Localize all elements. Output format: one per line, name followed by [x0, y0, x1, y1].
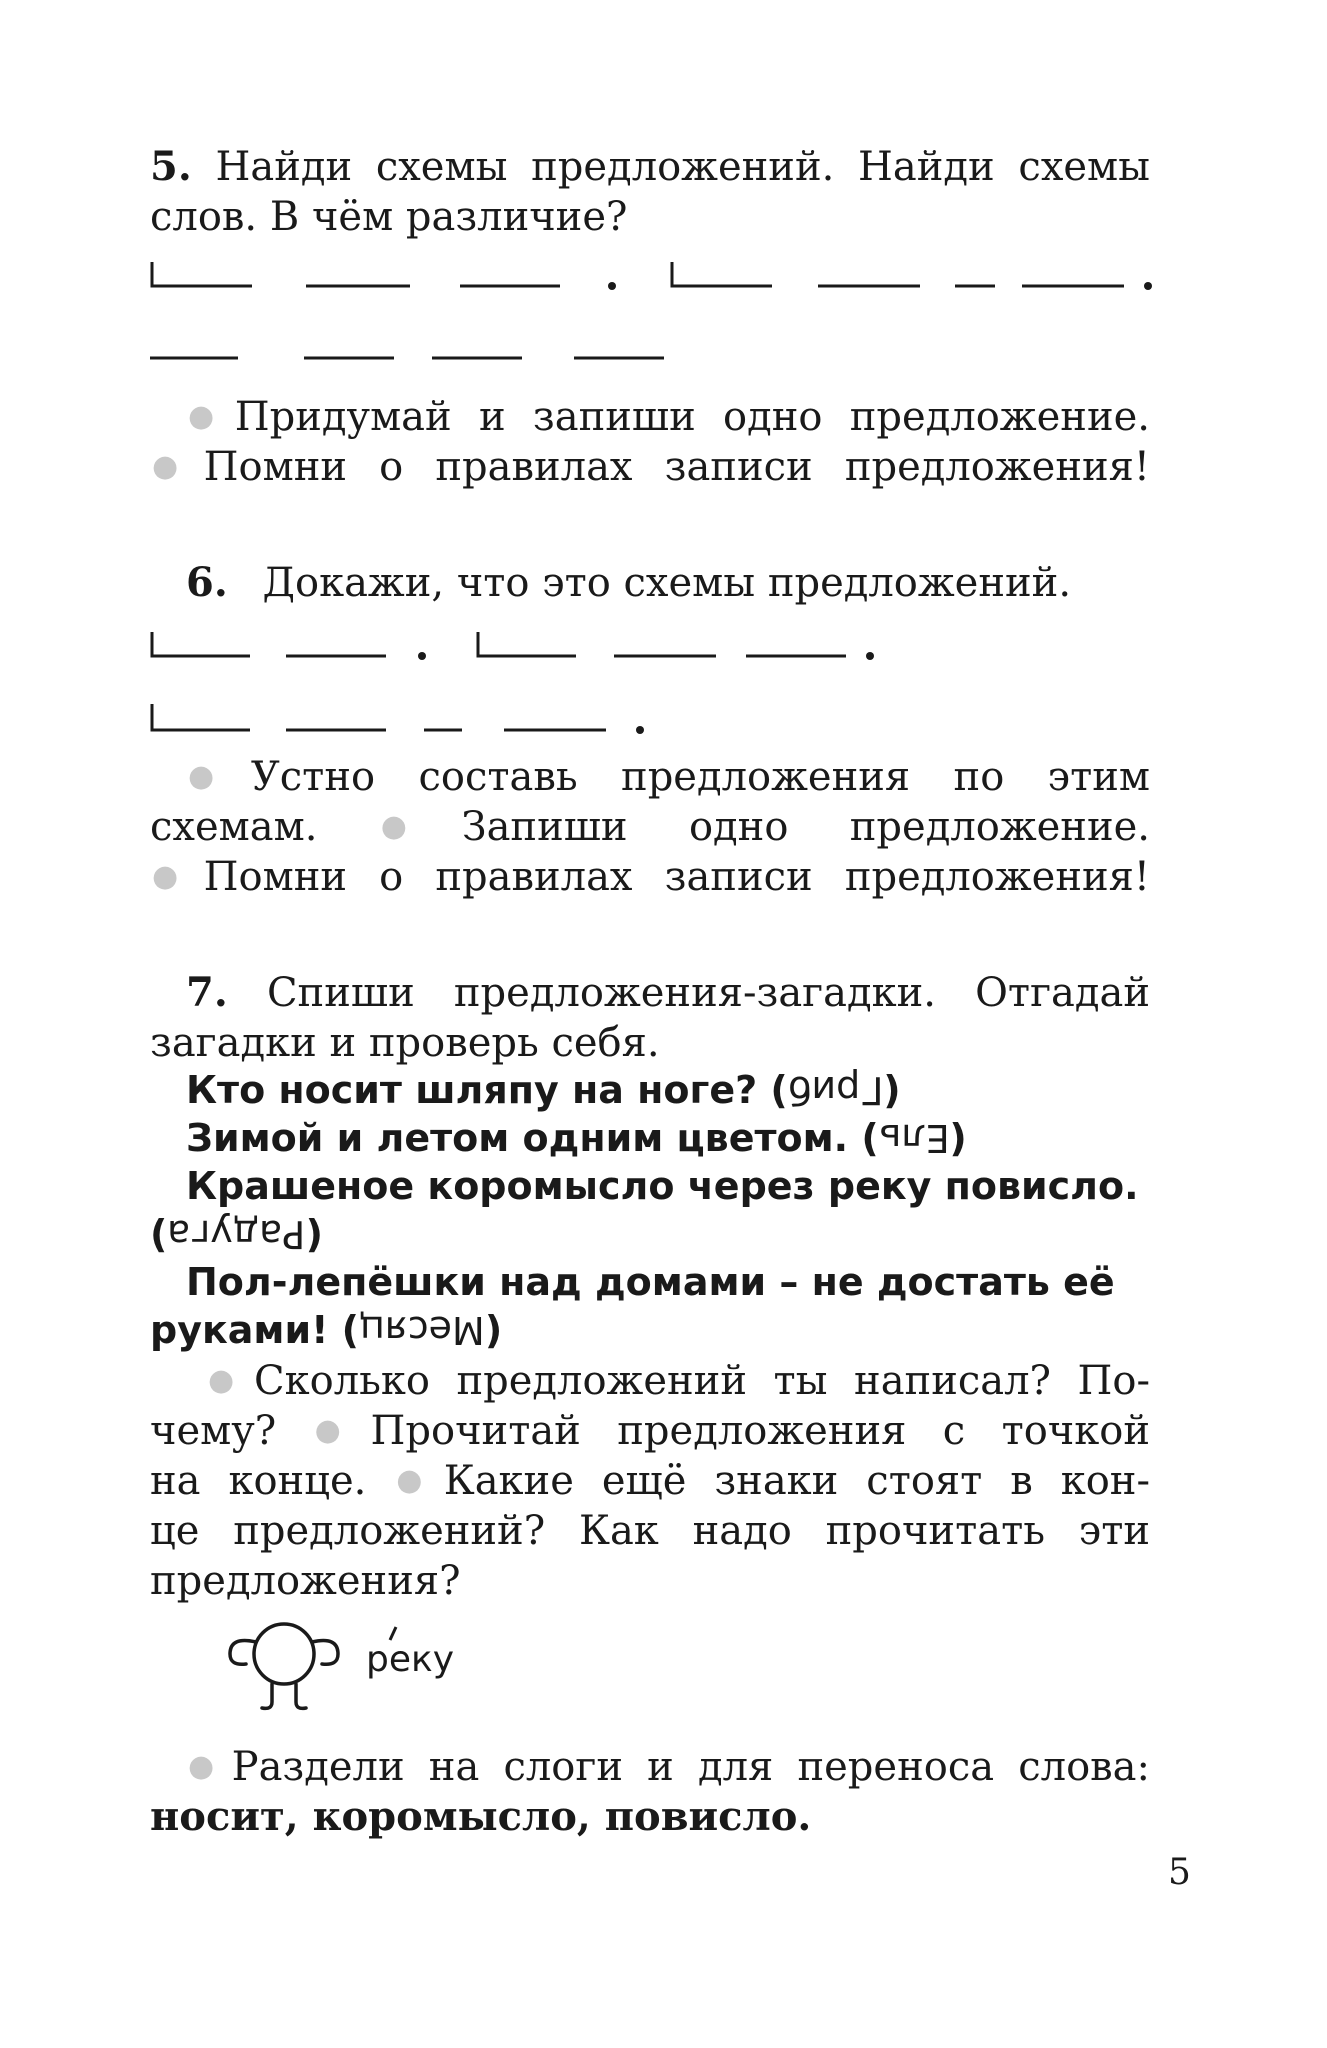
- riddle-2-answer: Ель: [878, 1116, 950, 1160]
- task7-line1: [186, 968, 1150, 1018]
- task6-bullet1b: схемам.: [150, 804, 318, 850]
- riddle-3-text: Крашеное коромысло через реку повисло.: [186, 1164, 1139, 1208]
- task7-q-line2: [150, 1406, 1150, 1456]
- riddle-3: [186, 1162, 1186, 1210]
- riddle-3-answer: Радуга: [167, 1212, 306, 1256]
- task7-q4: це предложений? Как надо прочитать эти: [150, 1508, 1150, 1554]
- note-character-icon: [222, 1612, 352, 1722]
- riddle-4: [186, 1258, 1186, 1306]
- task7-q-line5: предложения?: [150, 1558, 461, 1604]
- riddle-4-answer: Месяц: [359, 1308, 485, 1352]
- task6-schemes: [0, 0, 1327, 760]
- task7-q3a: на конце.: [150, 1458, 367, 1504]
- task7-q-line3: [150, 1456, 1150, 1506]
- bullet-icon: ●: [152, 449, 198, 484]
- bullet-icon: ●: [314, 1413, 365, 1448]
- task6-bullet2: Запиши одно предложение.: [461, 804, 1150, 850]
- bullet-icon: ●: [188, 759, 245, 794]
- task6-bullet3: Помни о правилах записи предложения!: [203, 854, 1150, 900]
- riddle-4-text1: Пол-лепёшки над домами – не достать её: [186, 1260, 1115, 1304]
- riddle-3-answer-line: (Радуга): [150, 1212, 323, 1256]
- bullet-icon: ●: [188, 399, 229, 434]
- bullet-icon: ●: [208, 1363, 248, 1398]
- riddle-1: Кто носит шляпу на ноге? (Гриб): [186, 1068, 901, 1112]
- task6-bullet2-line: [150, 802, 1150, 852]
- task7-number: 7.: [186, 969, 228, 1016]
- riddle-2: Зимой и летом одним цветом. (Ель): [186, 1116, 967, 1160]
- task7-q3b: Какие ещё знаки стоят в кон-: [443, 1458, 1150, 1504]
- task6-number: 6.: [186, 559, 228, 606]
- bullet-icon: ●: [396, 1463, 438, 1498]
- note-word: реку: [366, 1639, 455, 1680]
- syllable-words: носит, коромысло, повисло.: [150, 1793, 812, 1840]
- syllable-task: Раздели на слоги и для переноса слова:: [231, 1744, 1150, 1790]
- page-number: 5: [1168, 1852, 1191, 1893]
- riddle-1-text: Кто носит шляпу на ноге?: [186, 1068, 758, 1112]
- task6-bullet1-line: [186, 752, 1150, 802]
- task5-bullet1: Придумай и запиши одно предложение.: [234, 394, 1150, 440]
- riddle-4-text2: руками!: [150, 1308, 329, 1352]
- task7-q1: Сколько предложений ты написал? По-: [254, 1358, 1150, 1404]
- task5-bullet2: Помни о правилах записи предложения!: [203, 444, 1150, 490]
- bullet-icon: ●: [188, 1749, 226, 1784]
- task6-bullet1a: Устно составь предложения по этим: [250, 754, 1150, 800]
- task7-q2a: чему?: [150, 1408, 277, 1454]
- task5-number: 5.: [150, 143, 192, 190]
- bullet-icon: ●: [380, 809, 456, 844]
- stress-mark: [384, 1624, 404, 1644]
- syllable-task-line: [186, 1742, 1150, 1792]
- riddle-4-line2: руками! (Месяц): [150, 1308, 503, 1352]
- task6-bullet3-line: [150, 852, 1150, 902]
- task5-text1: Найди схемы предложений. Найди схемы: [215, 144, 1150, 190]
- bullet-icon: ●: [152, 859, 198, 894]
- riddle-2-text: Зимой и летом одним цветом.: [186, 1116, 849, 1160]
- task7-text1: Спиши предложения-загадки. Отгадай: [266, 970, 1151, 1016]
- task5-line2: слов. В чём различие?: [150, 194, 628, 240]
- task7-q2b: Прочитай предложения с точкой: [370, 1408, 1150, 1454]
- task7-line2: загадки и проверь себя.: [150, 1020, 660, 1066]
- task6-text1: Докажи, что это схемы предложений.: [262, 560, 1072, 606]
- task7-q-line1: [206, 1356, 1150, 1406]
- riddle-1-answer: Гриб: [787, 1068, 884, 1112]
- task7-q-line4: [150, 1506, 1150, 1556]
